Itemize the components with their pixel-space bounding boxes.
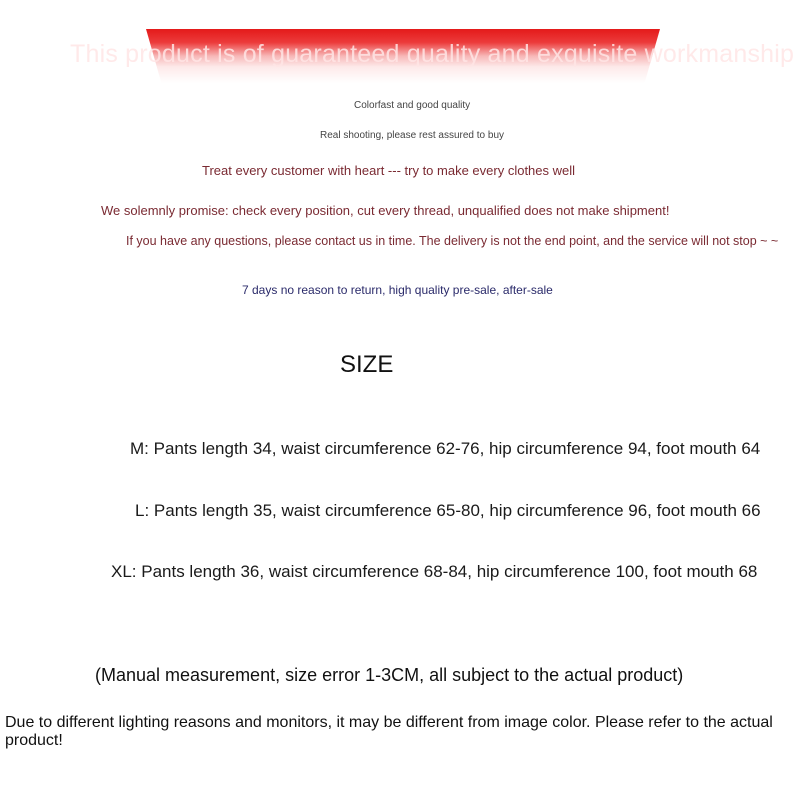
banner-title: This product is of guaranteed quality and exquisite workmanship [70,40,795,68]
questions-text: If you have any questions, please contact us in time. The delivery is not the end point, and the service will not stop ~ ~ [126,234,779,248]
return-policy-text: 7 days no reason to return, high quality pre-sale, after-sale [242,283,553,297]
size-m-spec: M: Pants length 34, waist circumference 62-76, hip circumference 94, foot mouth 64 [130,439,761,458]
size-xl-spec: XL: Pants length 36, waist circumference 68-84, hip circumference 100, foot mouth 68 [111,562,758,581]
solemn-promise-text: We solemnly promise: check every position, cut every thread, unqualified does not make shipment! [101,203,670,218]
real-shooting-text: Real shooting, please rest assured to buy [320,130,504,141]
size-l-spec: L: Pants length 35, waist circumference 65-80, hip circumference 96, foot mouth 66 [135,501,761,520]
treat-customer-text: Treat every customer with heart --- try to make every clothes well [202,163,576,178]
measurement-note: (Manual measurement, size error 1-3CM, all subject to the actual product) [95,665,684,685]
size-title: SIZE [340,351,394,378]
color-disclaimer: Due to different lighting reasons and monitors, it may be different from image color. Please refer to the actual product! [5,714,773,749]
colorfast-text: Colorfast and good quality [354,100,471,111]
